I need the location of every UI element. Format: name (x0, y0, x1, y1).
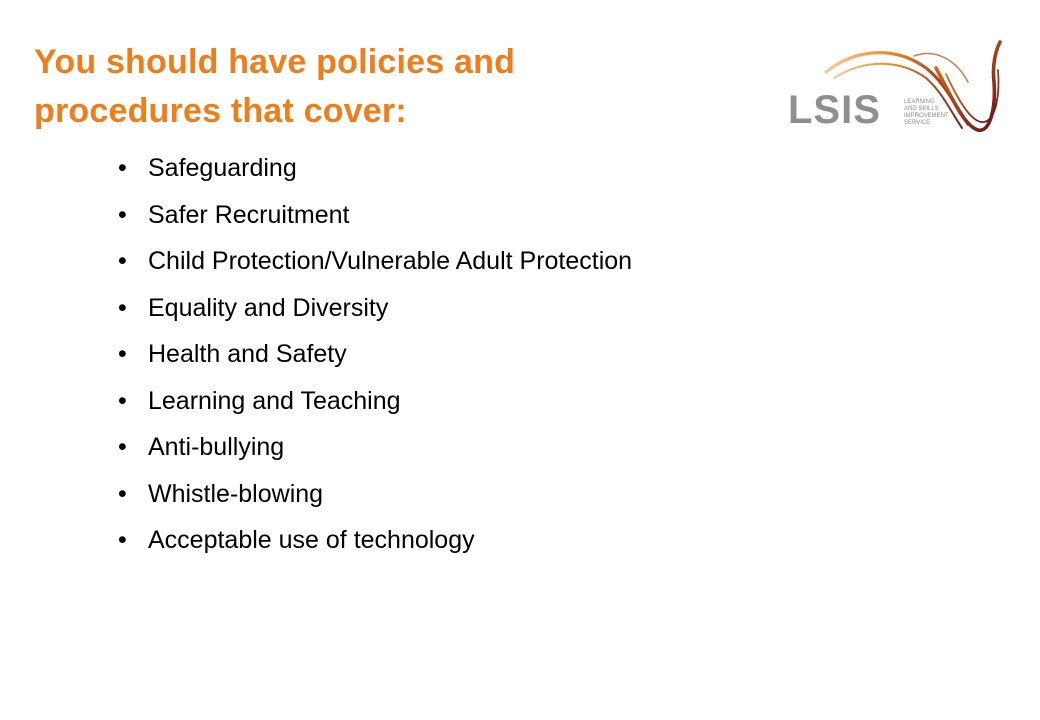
bullet-icon: • (118, 479, 127, 508)
list-item-label: Equality and Diversity (148, 293, 389, 322)
list-item (118, 201, 632, 248)
list-item-label: Safeguarding (148, 154, 297, 182)
bullet-icon: • (118, 154, 127, 182)
bullet-icon: • (118, 293, 127, 322)
list-item (118, 294, 632, 341)
logo-tagline-line: SERVICE (904, 120, 931, 126)
bullet-icon: • (118, 200, 127, 229)
slide-title-line-1: You should have policies and (34, 43, 516, 81)
logo-wordmark: LSIS (788, 88, 881, 132)
bullet-icon: • (118, 386, 127, 415)
list-item (118, 387, 632, 434)
logo-tagline (904, 99, 949, 126)
logo-tagline-line: LEARNING (904, 99, 935, 105)
bullet-icon: • (118, 433, 127, 461)
list-item-label: Child Protection/Vulnerable Adult Protection (148, 247, 633, 275)
list-item-label: Safer Recruitment (148, 200, 350, 229)
list-item (118, 526, 632, 573)
bullet-list (118, 154, 632, 573)
list-item-label: Learning and Teaching (148, 386, 401, 415)
list-item-label: Health and Safety (148, 340, 347, 368)
slide-title-line-2: procedures that cover: (34, 92, 407, 130)
slide-title (34, 38, 714, 136)
list-item-label: Whistle-blowing (148, 479, 324, 508)
list-item (118, 340, 632, 387)
list-item (118, 154, 632, 201)
list-item (118, 480, 632, 527)
bullet-icon: • (118, 340, 127, 368)
list-item (118, 247, 632, 294)
bullet-icon: • (118, 526, 127, 554)
bullet-icon: • (118, 247, 127, 275)
logo-tagline-line: IMPROVEMENT (904, 113, 949, 119)
list-item-label: Acceptable use of technology (148, 526, 475, 554)
list-item (118, 433, 632, 480)
lsis-logo (786, 38, 1006, 138)
list-item-label: Anti-bullying (148, 433, 285, 461)
logo-tagline-line: AND SKILLS (904, 106, 939, 112)
